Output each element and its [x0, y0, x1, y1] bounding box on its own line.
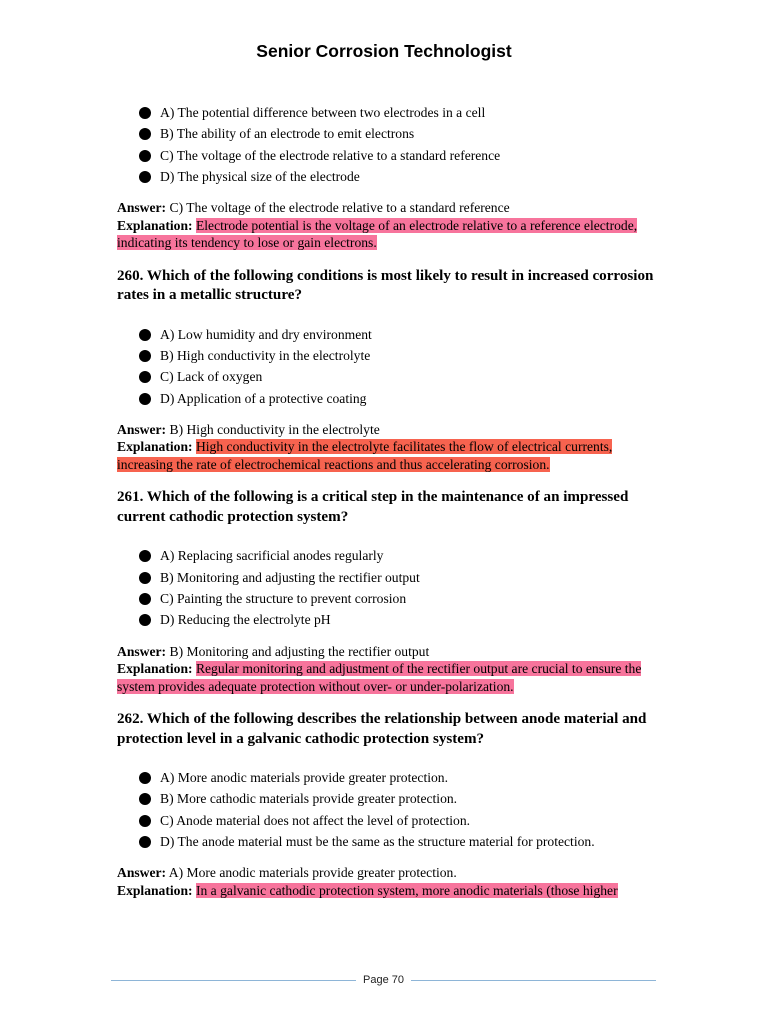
explanation-text: In a galvanic cathodic protection system, more anodic materials (those higher	[195, 882, 618, 898]
bullet-icon	[139, 150, 151, 162]
bullet-icon	[139, 171, 151, 183]
answer-block	[117, 643, 657, 696]
answer-line: Answer: A) More anodic materials provide greater protection.	[117, 865, 457, 881]
footer-rule-right	[411, 980, 656, 981]
explanation-line: Explanation: Electrode potential is the voltage of an electrode relative to a reference electrode, indicating its tendency to lose or gain electrons.	[117, 217, 638, 251]
answer-block	[117, 421, 657, 474]
question-261: 261. Which of the following is a critical step in the maintenance of an impressed current cathodic protection system?	[117, 489, 629, 525]
option-item: C) Painting the structure to prevent corrosion	[117, 588, 657, 609]
bullet-icon	[139, 572, 151, 584]
bullet-icon	[139, 393, 151, 405]
option-item: A) The potential difference between two electrodes in a cell	[117, 102, 657, 123]
bullet-icon	[139, 329, 151, 341]
answer-text: A) More anodic materials provide greater protection.	[168, 865, 457, 881]
option-list	[117, 767, 657, 852]
explanation-line: Explanation: High conductivity in the electrolyte facilitates the flow of electrical currents, increasing the rate of electrochemical reactions and thus accelerating corrosion.	[117, 439, 613, 472]
option-item: C) The voltage of the electrode relative to a standard reference	[117, 145, 657, 166]
bullet-icon	[139, 772, 151, 784]
explanation-line: Explanation: In a galvanic cathodic protection system, more anodic materials (those higher	[117, 882, 618, 898]
document-body	[117, 102, 657, 899]
answer-text: C) The voltage of the electrode relative to a standard reference	[169, 200, 510, 216]
question-260: 260. Which of the following conditions is most likely to result in increased corrosion rates in a metallic structure?	[117, 267, 654, 304]
option-item: B) The ability of an electrode to emit electrons	[117, 123, 657, 144]
option-item: B) More cathodic materials provide greater protection.	[117, 788, 657, 809]
answer-line: Answer: B) Monitoring and adjusting the rectifier output	[117, 643, 430, 659]
option-item: B) Monitoring and adjusting the rectifier output	[117, 567, 657, 588]
bullet-icon	[139, 371, 151, 383]
bullet-icon	[139, 815, 151, 827]
option-item: A) More anodic materials provide greater protection.	[117, 767, 657, 788]
answer-line: Answer: B) High conductivity in the electrolyte	[117, 421, 380, 437]
bullet-icon	[139, 107, 151, 119]
bullet-icon	[139, 836, 151, 848]
bullet-icon	[139, 550, 151, 562]
option-item: B) High conductivity in the electrolyte	[117, 345, 657, 366]
option-item: D) The anode material must be the same as the structure material for protection.	[117, 831, 657, 852]
option-item: D) Reducing the electrolyte pH	[117, 609, 657, 630]
option-item: C) Lack of oxygen	[117, 366, 657, 387]
page-number: Page 70	[363, 974, 404, 986]
option-list	[117, 102, 657, 187]
option-item: A) Replacing sacrificial anodes regularly	[117, 545, 657, 566]
explanation-text: Regular monitoring and adjustment of the rectifier output are crucial to ensure the system provides adequate protection without over- or under-polarization.	[117, 661, 642, 694]
answer-block	[117, 864, 657, 899]
question-262: 262. Which of the following describes the relationship between anode material and protection level in a galvanic cathodic protection system?	[117, 711, 647, 747]
answer-block	[117, 199, 657, 252]
option-item: D) The physical size of the electrode	[117, 166, 657, 187]
footer-rule-left	[111, 980, 356, 981]
bullet-icon	[139, 793, 151, 805]
answer-text: B) Monitoring and adjusting the rectifier output	[169, 643, 430, 659]
bullet-icon	[139, 614, 151, 626]
explanation-text: Electrode potential is the voltage of an electrode relative to a reference electrode, indicating its tendency to lose or gain electrons.	[117, 217, 638, 251]
option-list	[117, 324, 657, 409]
option-list	[117, 545, 657, 630]
option-item: C) Anode material does not affect the level of protection.	[117, 810, 657, 831]
bullet-icon	[139, 350, 151, 362]
explanation-text: High conductivity in the electrolyte facilitates the flow of electrical currents, increasing the rate of electrochemical reactions and thus accelerating corrosion.	[117, 439, 613, 472]
option-item: A) Low humidity and dry environment	[117, 324, 657, 345]
option-item: D) Application of a protective coating	[117, 388, 657, 409]
answer-line: Answer: C) The voltage of the electrode relative to a standard reference	[117, 200, 510, 216]
answer-text: B) High conductivity in the electrolyte	[169, 421, 380, 437]
bullet-icon	[139, 128, 151, 140]
bullet-icon	[139, 593, 151, 605]
explanation-line: Explanation: Regular monitoring and adjustment of the rectifier output are crucial to ensure the system provides adequate protection without over- or under-polarization.	[117, 661, 642, 694]
page-title: Senior Corrosion Technologist	[256, 41, 512, 61]
